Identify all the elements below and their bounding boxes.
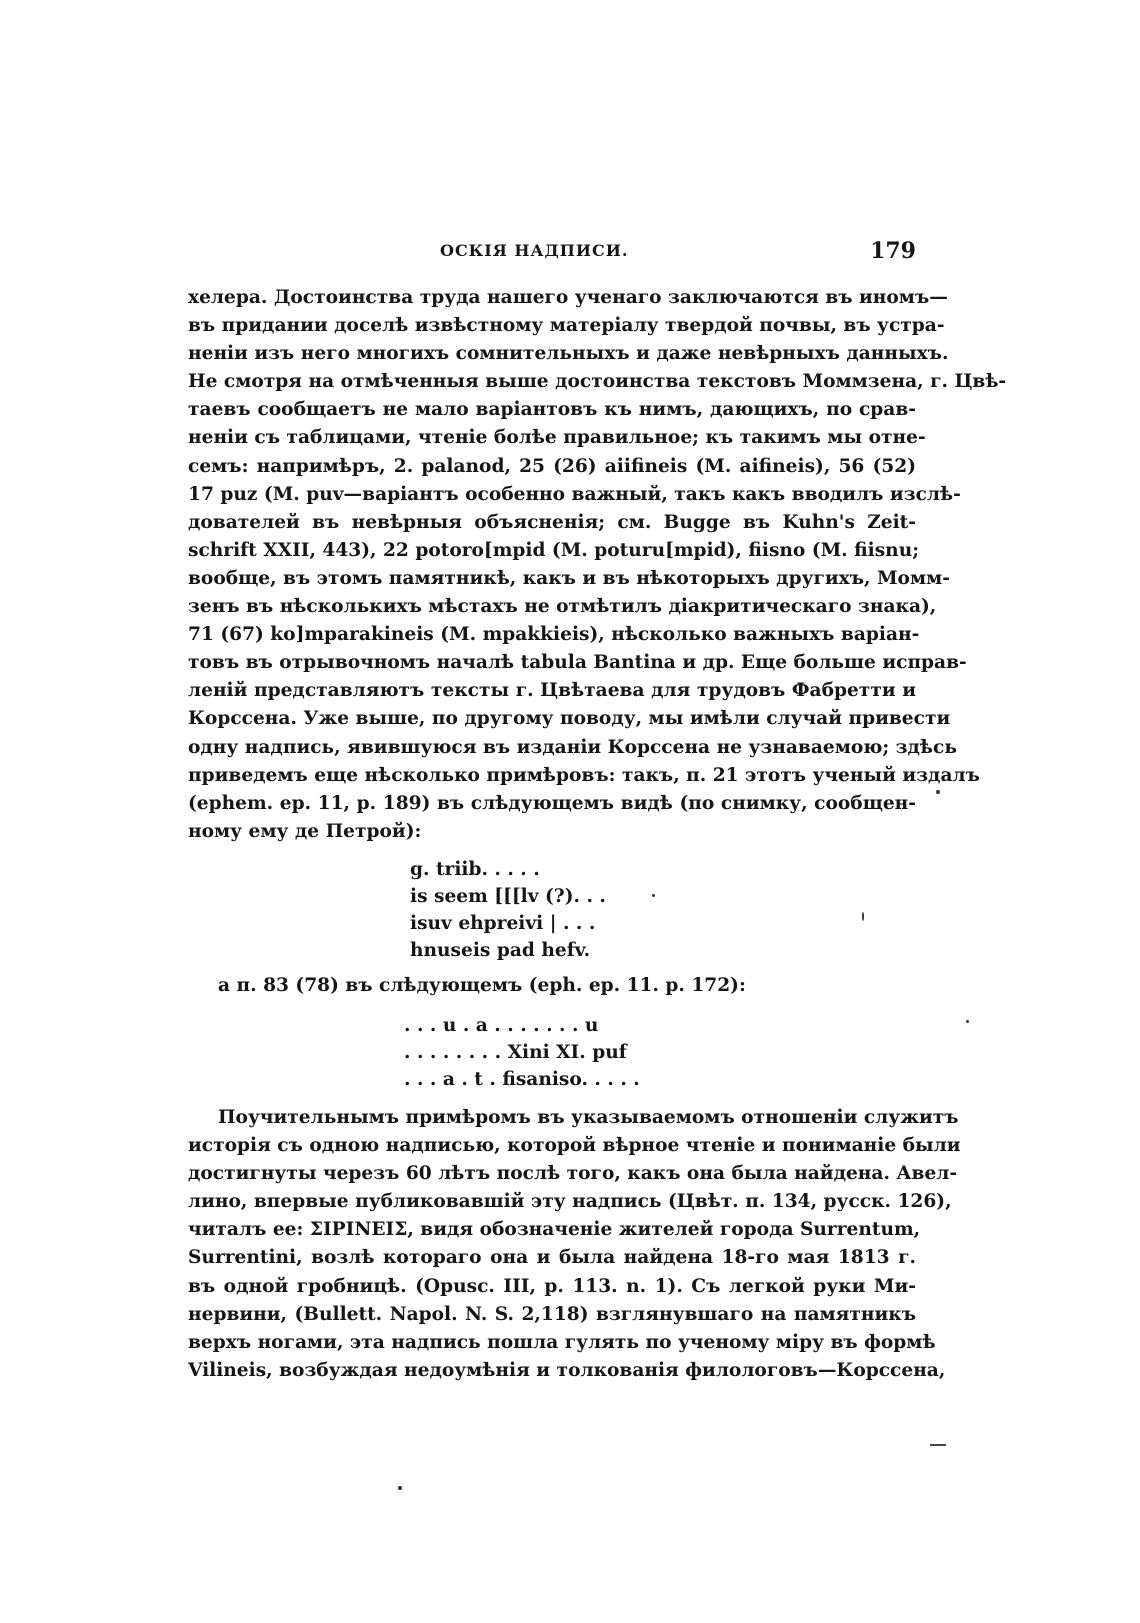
inscription-line: hnuseis pad hefv. [410, 940, 591, 961]
text-line: въ одной гробницѣ. (Opusc. III, p. 113. n. 1). Съ легкой руки Ми- [188, 1275, 916, 1297]
text-line: леній представляютъ тексты г. Цвѣтаева для трудовъ Фабретти и [188, 680, 916, 702]
inscription-line: . . . . . . . . Xini XI. puf [404, 1042, 627, 1063]
inscription-line: . . . a . t . fisaniso. . . . . [404, 1069, 640, 1090]
inscription-line: . . . u . a . . . . . . . u [404, 1015, 599, 1036]
text-line: вообще, въ этомъ памятникѣ, какъ и въ нѣкоторыхъ другихъ, Момм- [188, 567, 950, 589]
scan-speck [966, 1020, 969, 1023]
paragraph-2 [188, 1104, 961, 1385]
citation-line: а п. 83 (78) въ слѣдующемъ (eph. ep. 11. p. 172): [218, 975, 746, 996]
text-line: schrift XXII, 443), 22 potoro[mpid (M. poturu[mpid), fiisno (M. fiisnu; [188, 539, 920, 561]
text-line: въ придании доселѣ извѣстному матеріалу твердой почвы, въ устра- [188, 315, 945, 337]
paragraph-1 [188, 284, 1007, 846]
scan-speck [652, 894, 655, 897]
text-line: зенъ въ нѣсколькихъ мѣстахъ не отмѣтилъ діакритическаго знака), [188, 596, 937, 618]
text-line: читалъ ее: ΣΙΡΙΝΕΙΣ, видя обозначеніе жителей города Surrentum, [188, 1219, 921, 1241]
text-line: одну надпись, явившуюся въ изданіи Корссена не узнаваемою; здѣсь [188, 736, 957, 758]
text-line: лино, впервые публиковавшій эту надпись (Цвѣт. п. 134, русск. 126), [188, 1191, 952, 1213]
text-line: неніи изъ него многихъ сомнительныхъ и даже невѣрныхъ данныхъ. [188, 343, 949, 365]
text-line: Не смотря на отмѣченныя выше достоинства текстовъ Моммзена, г. Цвѣ- [188, 371, 1007, 393]
scan-speck [862, 912, 864, 921]
text-line: верхъ ногами, эта надпись пошла гулять по ученому міру въ формѣ [188, 1331, 936, 1353]
text-line: ному ему де Петрой): [188, 820, 422, 842]
inscription-line: isuv ehpreivi | . . . [410, 913, 596, 934]
text-line: 17 puz (M. puv—варіантъ особенно важный, такъ какъ вводилъ изслѣ- [188, 483, 961, 505]
page-number: 179 [870, 238, 916, 264]
text-line: (ephem. ep. 11, p. 189) въ слѣдующемъ видѣ (по снимку, сообщен- [188, 792, 916, 814]
text-line: Vilineis, возбуждая недоумѣнія и толкованія филологовъ—Корссена, [188, 1359, 946, 1381]
running-title: ОСКІЯ НАДПИСИ. [440, 241, 629, 260]
text-line: семъ: напримѣръ, 2. palanod, 25 (26) aiifineis (M. aifineis), 56 (52) [188, 455, 916, 477]
scan-dash [930, 1444, 946, 1446]
page-header [188, 238, 916, 268]
text-line: таевъ сообщаетъ не мало варіантовъ къ нимъ, дающихъ, по срав- [188, 399, 916, 421]
text-line: дователей въ невѣрныя объясненія; см. Bugge въ Kuhn's Zeit- [188, 511, 916, 533]
text-line: 71 (67) ko]mparakineis (M. mpakkieis), нѣсколько важныхъ варіан- [188, 624, 920, 646]
scan-speck [398, 1486, 402, 1490]
scan-speck [936, 790, 940, 794]
text-line: исторія съ одною надписью, которой вѣрное чтеніе и пониманіе были [188, 1135, 961, 1157]
text-line: Surrentini, возлѣ котораго она и была найдена 18-го мая 1813 г. [188, 1247, 916, 1269]
inscription-line: g. triib. . . . . [410, 859, 540, 880]
text-line: неніи съ таблицами, чтеніе болѣе правильное; къ такимъ мы отне- [188, 427, 926, 449]
text-line: Корссена. Уже выше, по другому поводу, мы имѣли случай привести [188, 708, 951, 730]
text-line: нервини, (Bullett. Napol. N. S. 2,118) взглянувшаго на памятникъ [188, 1303, 916, 1325]
text-line: хелера. Достоинства труда нашего ученаго заключаются въ иномъ— [188, 287, 948, 308]
inscription-2 [404, 1012, 640, 1093]
text-line: товъ въ отрывочномъ началѣ tabula Bantina и др. Еще больше исправ- [188, 652, 967, 674]
text-line: Поучительнымъ примѣромъ въ указываемомъ отношеніи служитъ [218, 1107, 959, 1128]
inscription-line: is seem [[[lv (?). . . [410, 886, 606, 907]
inscription-1 [410, 856, 606, 964]
text-line: достигнуты черезъ 60 лѣтъ послѣ того, какъ она была найдена. Авел- [188, 1163, 958, 1185]
text-line: приведемъ еще нѣсколько примѣровъ: такъ, п. 21 этотъ ученый издалъ [188, 764, 980, 786]
